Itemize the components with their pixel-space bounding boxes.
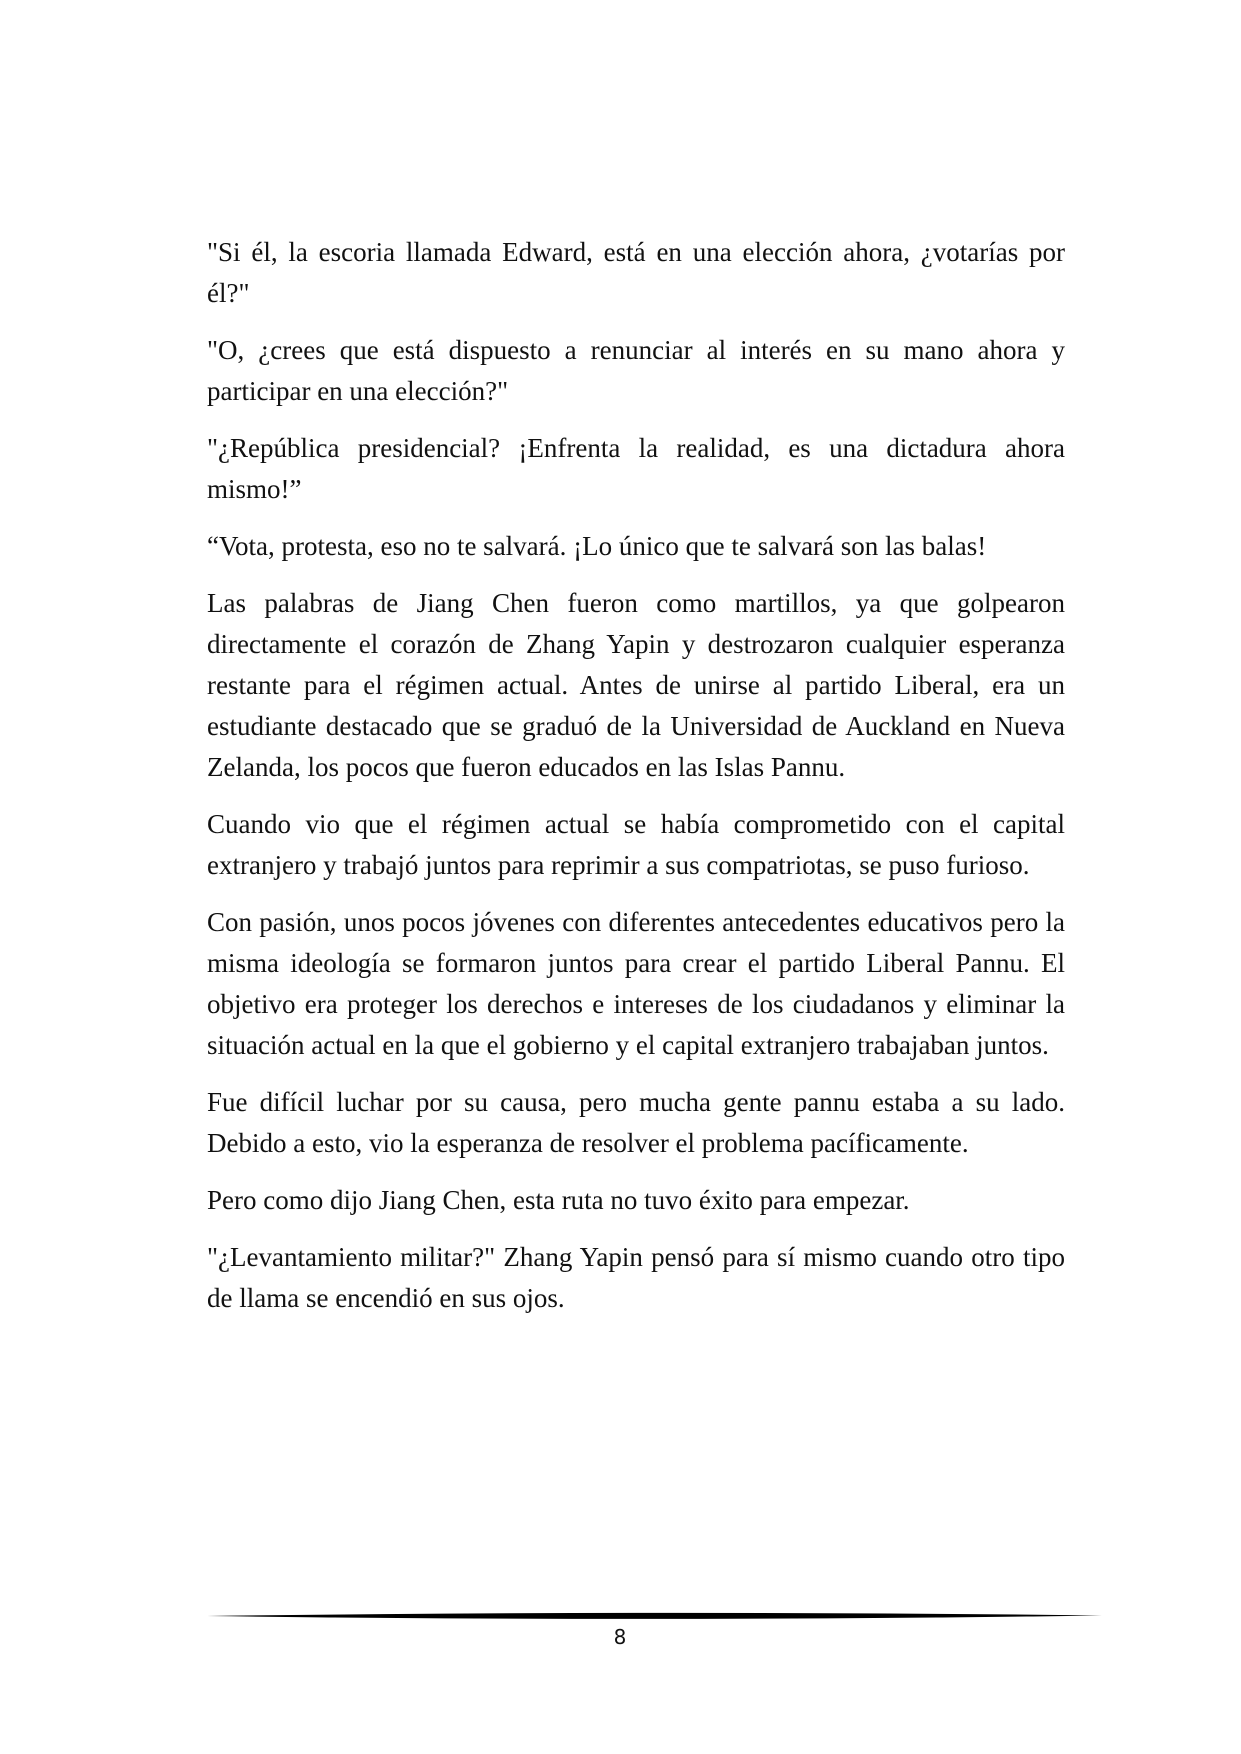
footer-divider: [207, 1611, 1102, 1621]
paragraph: "¿República presidencial? ¡Enfrenta la realidad, es una dictadura ahora mismo!”: [207, 433, 1065, 504]
paragraph: Las palabras de Jiang Chen fueron como martillos, ya que golpearon directamente el corazón de Zhang Yapin y destrozaron cualquier esperanza restante para el régimen actual. Antes de unirse al partido Liberal, era un estudiante destacado que se graduó de la Universidad de Auckland en Nueva Zelanda, los pocos que fueron educados en las Islas Pannu.: [207, 588, 1065, 782]
paragraph: "O, ¿crees que está dispuesto a renunciar al interés en su mano ahora y participar en una elección?": [207, 335, 1065, 406]
paragraph: Con pasión, unos pocos jóvenes con diferentes antecedentes educativos pero la misma ideología se formaron juntos para crear el partido Liberal Pannu. El objetivo era proteger los derechos e intereses de los ciudadanos y eliminar la situación actual en la que el gobierno y el capital extranjero trabajaban juntos.: [207, 907, 1065, 1060]
paragraph: “Vota, protesta, eso no te salvará. ¡Lo único que te salvará son las balas!: [207, 531, 987, 561]
paragraph: Cuando vio que el régimen actual se había comprometido con el capital extranjero y trabajó juntos para reprimir a sus compatriotas, se puso furioso.: [207, 809, 1065, 880]
page-number: 8: [613, 1625, 627, 1649]
paragraph: Fue difícil luchar por su causa, pero mucha gente pannu estaba a su lado. Debido a esto, vio la esperanza de resolver el problema pacíficamente.: [207, 1087, 1065, 1158]
document-body: [207, 232, 1065, 1335]
paragraph: Pero como dijo Jiang Chen, esta ruta no tuvo éxito para empezar.: [207, 1185, 910, 1215]
paragraph: "¿Levantamiento militar?" Zhang Yapin pensó para sí mismo cuando otro tipo de llama se encendió en sus ojos.: [207, 1242, 1065, 1313]
paragraph: "Si él, la escoria llamada Edward, está en una elección ahora, ¿votarías por él?": [207, 237, 1065, 308]
